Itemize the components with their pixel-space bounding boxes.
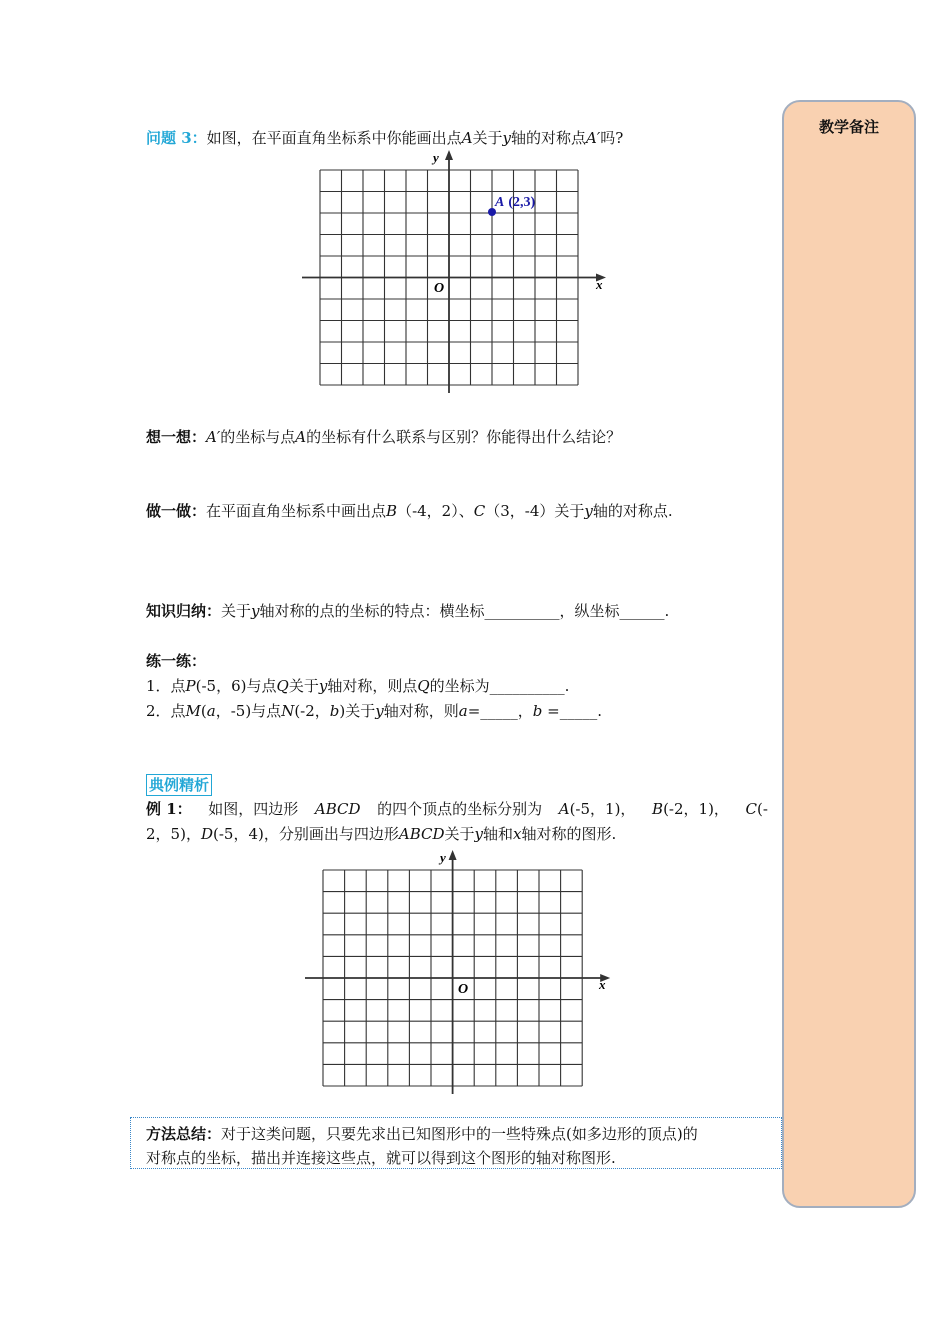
origin-label: O bbox=[434, 281, 445, 296]
method-summary-box bbox=[130, 1117, 782, 1169]
practice-item-2: 2．点M(a，-5)与点N(-2，b)关于y轴对称，则a=_____，b =_____. bbox=[146, 702, 603, 720]
practice-label: 练一练： bbox=[146, 652, 207, 670]
teaching-notes-panel bbox=[782, 100, 916, 1208]
blank-q-coord[interactable]: __________ bbox=[489, 677, 565, 695]
origin-label: O bbox=[458, 982, 469, 997]
section-title-examples: 典例精析 bbox=[146, 774, 212, 796]
think-about-it: 想一想：A′的坐标与点A的坐标有什么联系与区别？你能得出什么结论？ bbox=[146, 428, 622, 446]
y-axis-arrow bbox=[449, 850, 457, 860]
blank-x-coord[interactable]: __________ bbox=[484, 602, 560, 620]
x-axis-label: x bbox=[599, 977, 606, 992]
try-it: 做一做：在平面直角坐标系中画出点B（-4，2）、C（3，-4）关于y轴的对称点. bbox=[146, 502, 673, 520]
think-label: 想一想： bbox=[146, 428, 207, 446]
example-1-line-1: 例 1： 如图，四边形 ABCD 的四个顶点的坐标分别为 A(-5，1)， B(-2，1)， C(- bbox=[146, 800, 768, 818]
blank-a-value[interactable]: _____ bbox=[480, 702, 518, 720]
example-1-line-2: 2，5)，D(-5，4)，分别画出与四边形ABCD关于y轴和x轴对称的图形. bbox=[146, 825, 617, 843]
coordinate-grid-1 bbox=[296, 146, 616, 396]
try-label: 做一做： bbox=[146, 502, 207, 520]
teaching-notes-title: 教学备注 bbox=[818, 118, 879, 136]
method-summary-line-2: 对称点的坐标，描出并连接这些点，就可以得到这个图形的轴对称图形. bbox=[146, 1149, 616, 1167]
question-3-label: 问题 3： bbox=[146, 129, 207, 147]
method-summary-label: 方法总结： bbox=[146, 1125, 222, 1143]
knowledge-summary: 知识归纳：关于y轴对称的点的坐标的特点：横坐标__________，纵坐标______. bbox=[146, 602, 670, 620]
y-axis-arrow bbox=[445, 150, 453, 160]
point-a-label: A (2,3) bbox=[495, 195, 536, 210]
blank-y-coord[interactable]: ______ bbox=[619, 602, 665, 620]
y-axis-label: y bbox=[440, 850, 446, 865]
method-summary-line-1: 方法总结：对于这类问题，只要先求出已知图形中的一些特殊点(如多边形的顶点)的 bbox=[146, 1125, 698, 1143]
question-3: 问题 3：如图，在平面直角坐标系中你能画出点A关于y轴的对称点A′吗? bbox=[146, 129, 624, 147]
summary-label: 知识归纳： bbox=[146, 602, 222, 620]
blank-b-value[interactable]: _____ bbox=[559, 702, 598, 720]
y-axis-label: y bbox=[433, 150, 439, 165]
example-1-label: 例 1： bbox=[146, 800, 192, 818]
x-axis-label: x bbox=[596, 277, 603, 292]
practice-item-1: 1．点P(-5，6)与点Q关于y轴对称，则点Q的坐标为__________. bbox=[146, 677, 570, 695]
coordinate-grid-2 bbox=[300, 846, 620, 1096]
